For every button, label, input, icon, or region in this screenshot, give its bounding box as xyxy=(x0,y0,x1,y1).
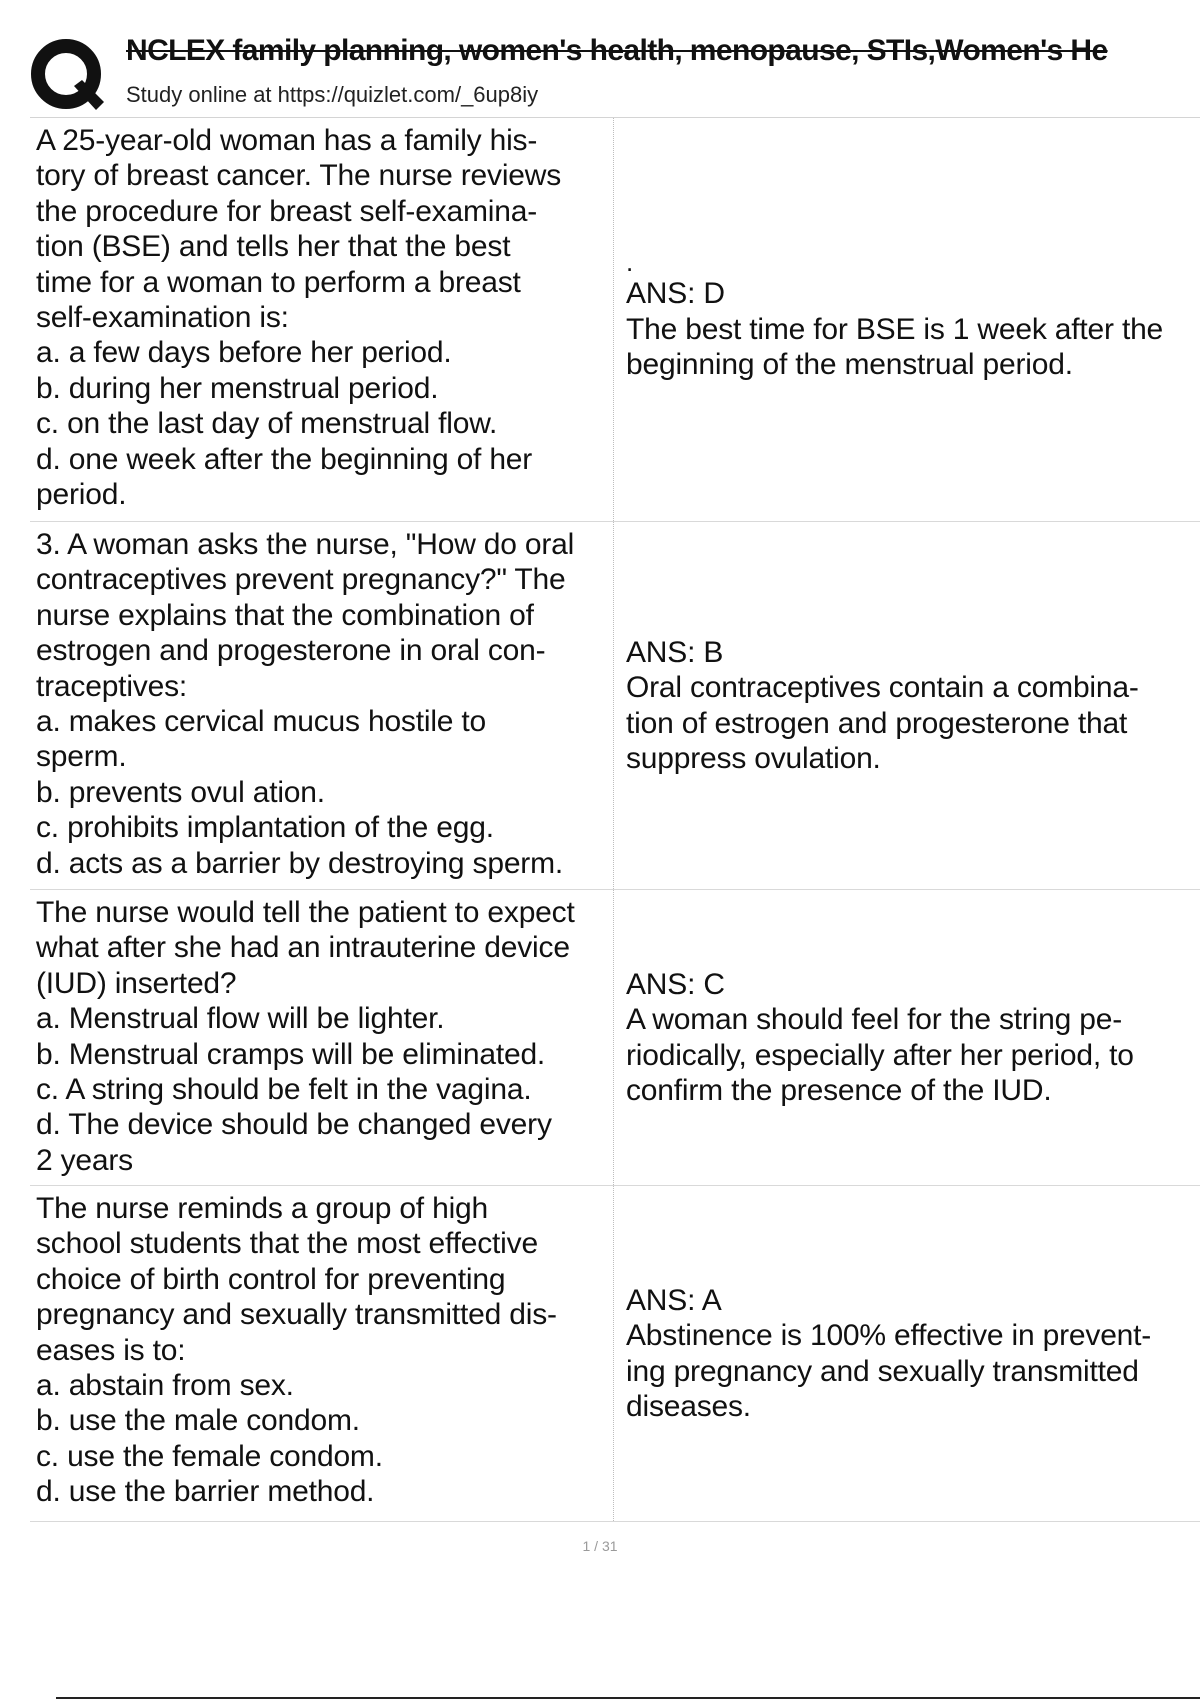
question-line: nurse explains that the combination of xyxy=(36,598,534,632)
question-line: estrogen and progesterone in oral con- xyxy=(36,634,546,668)
option-b: b. during her menstrual period. xyxy=(36,371,439,405)
answer-line: confirm the presence of the IUD. xyxy=(626,1073,1052,1107)
answer-label: ANS: C xyxy=(626,967,725,1001)
question-line: eases is to: xyxy=(36,1333,186,1367)
question-line: choice of birth control for preventing xyxy=(36,1262,506,1296)
answer-label: ANS: D xyxy=(626,277,725,311)
question-line: what after she had an intrauterine device xyxy=(36,931,570,965)
question-line: self-examination is: xyxy=(36,301,289,335)
option-c: c. A string should be felt in the vagina. xyxy=(36,1073,532,1107)
answer-cell xyxy=(614,522,1200,889)
question-line: tory of breast cancer. The nurse reviews xyxy=(36,159,562,193)
answer-line: Abstinence is 100% effective in prevent- xyxy=(626,1319,1152,1353)
answer-line: ing pregnancy and sexually transmitted xyxy=(626,1354,1139,1388)
answer-line: diseases. xyxy=(626,1389,751,1423)
answer-label: ANS: B xyxy=(626,635,724,669)
document-title: NCLEX family planning, women's health, menopause, STIs,Women's He xyxy=(126,34,1108,67)
question-line: (IUD) inserted? xyxy=(36,966,237,1000)
option-d-cont: 2 years xyxy=(36,1143,133,1177)
question-cell xyxy=(30,890,614,1185)
option-d: d. acts as a barrier by destroying sperm. xyxy=(36,846,564,880)
question-line: The nurse would tell the patient to expect xyxy=(36,896,575,929)
flashcard xyxy=(30,1186,1200,1522)
question-cell xyxy=(30,1186,614,1521)
answer-line: riodically, especially after her period, to xyxy=(626,1038,1134,1072)
option-b: b. use the male condom. xyxy=(36,1404,360,1438)
answer-cell xyxy=(614,118,1200,521)
question-line: contraceptives prevent pregnancy?" The xyxy=(36,563,566,597)
flashcard-list xyxy=(30,118,1200,1522)
answer-line: tion of estrogen and progesterone that xyxy=(626,706,1128,740)
answer-label: ANS: A xyxy=(626,1283,722,1317)
question-line: 3. A woman asks the nurse, "How do oral xyxy=(36,528,575,561)
question-cell xyxy=(30,522,614,889)
question-line: the procedure for breast self-examina- xyxy=(36,194,537,228)
bottom-divider xyxy=(56,1697,1200,1699)
option-a: a. makes cervical mucus hostile to xyxy=(36,705,487,739)
question-line: A 25-year-old woman has a family his- xyxy=(36,124,538,157)
option-a: a. a few days before her period. xyxy=(36,336,452,370)
study-link[interactable]: Study online at https://quizlet.com/_6up8iy xyxy=(126,82,539,107)
question-line: school students that the most effective xyxy=(36,1227,538,1261)
quizlet-logo-icon xyxy=(30,36,106,112)
question-line: tion (BSE) and tells her that the best xyxy=(36,230,511,264)
question-line: pregnancy and sexually transmitted dis- xyxy=(36,1298,557,1332)
answer-line: The best time for BSE is 1 week after the xyxy=(626,312,1164,346)
option-d: d. use the barrier method. xyxy=(36,1475,375,1509)
flashcard xyxy=(30,118,1200,522)
answer-prefix-mark: . xyxy=(626,247,634,278)
answer-line: suppress ovulation. xyxy=(626,741,881,775)
page-header xyxy=(30,32,1200,118)
option-c: c. use the female condom. xyxy=(36,1439,383,1473)
answer-cell xyxy=(614,890,1200,1185)
option-a: a. abstain from sex. xyxy=(36,1369,294,1403)
answer-line: A woman should feel for the string pe- xyxy=(626,1003,1123,1037)
flashcard xyxy=(30,522,1200,890)
page-indicator: 1 / 31 xyxy=(582,1538,618,1554)
option-c: c. prohibits implantation of the egg. xyxy=(36,811,494,845)
answer-cell xyxy=(614,1186,1200,1521)
option-d: d. one week after the beginning of her xyxy=(36,442,533,476)
question-line: traceptives: xyxy=(36,669,187,703)
option-a-cont: sperm. xyxy=(36,740,127,774)
option-b: b. prevents ovul ation. xyxy=(36,775,325,809)
question-cell xyxy=(30,118,614,521)
question-line: time for a woman to perform a breast xyxy=(36,265,521,299)
option-d-cont: period. xyxy=(36,478,127,512)
answer-line: beginning of the menstrual period. xyxy=(626,348,1073,382)
option-c: c. on the last day of menstrual flow. xyxy=(36,407,498,441)
question-line: The nurse reminds a group of high xyxy=(36,1192,488,1225)
option-d: d. The device should be changed every xyxy=(36,1108,552,1142)
answer-line: Oral contraceptives contain a combina- xyxy=(626,671,1139,705)
flashcard xyxy=(30,890,1200,1186)
option-b: b. Menstrual cramps will be eliminated. xyxy=(36,1037,546,1071)
option-a: a. Menstrual flow will be lighter. xyxy=(36,1002,445,1036)
